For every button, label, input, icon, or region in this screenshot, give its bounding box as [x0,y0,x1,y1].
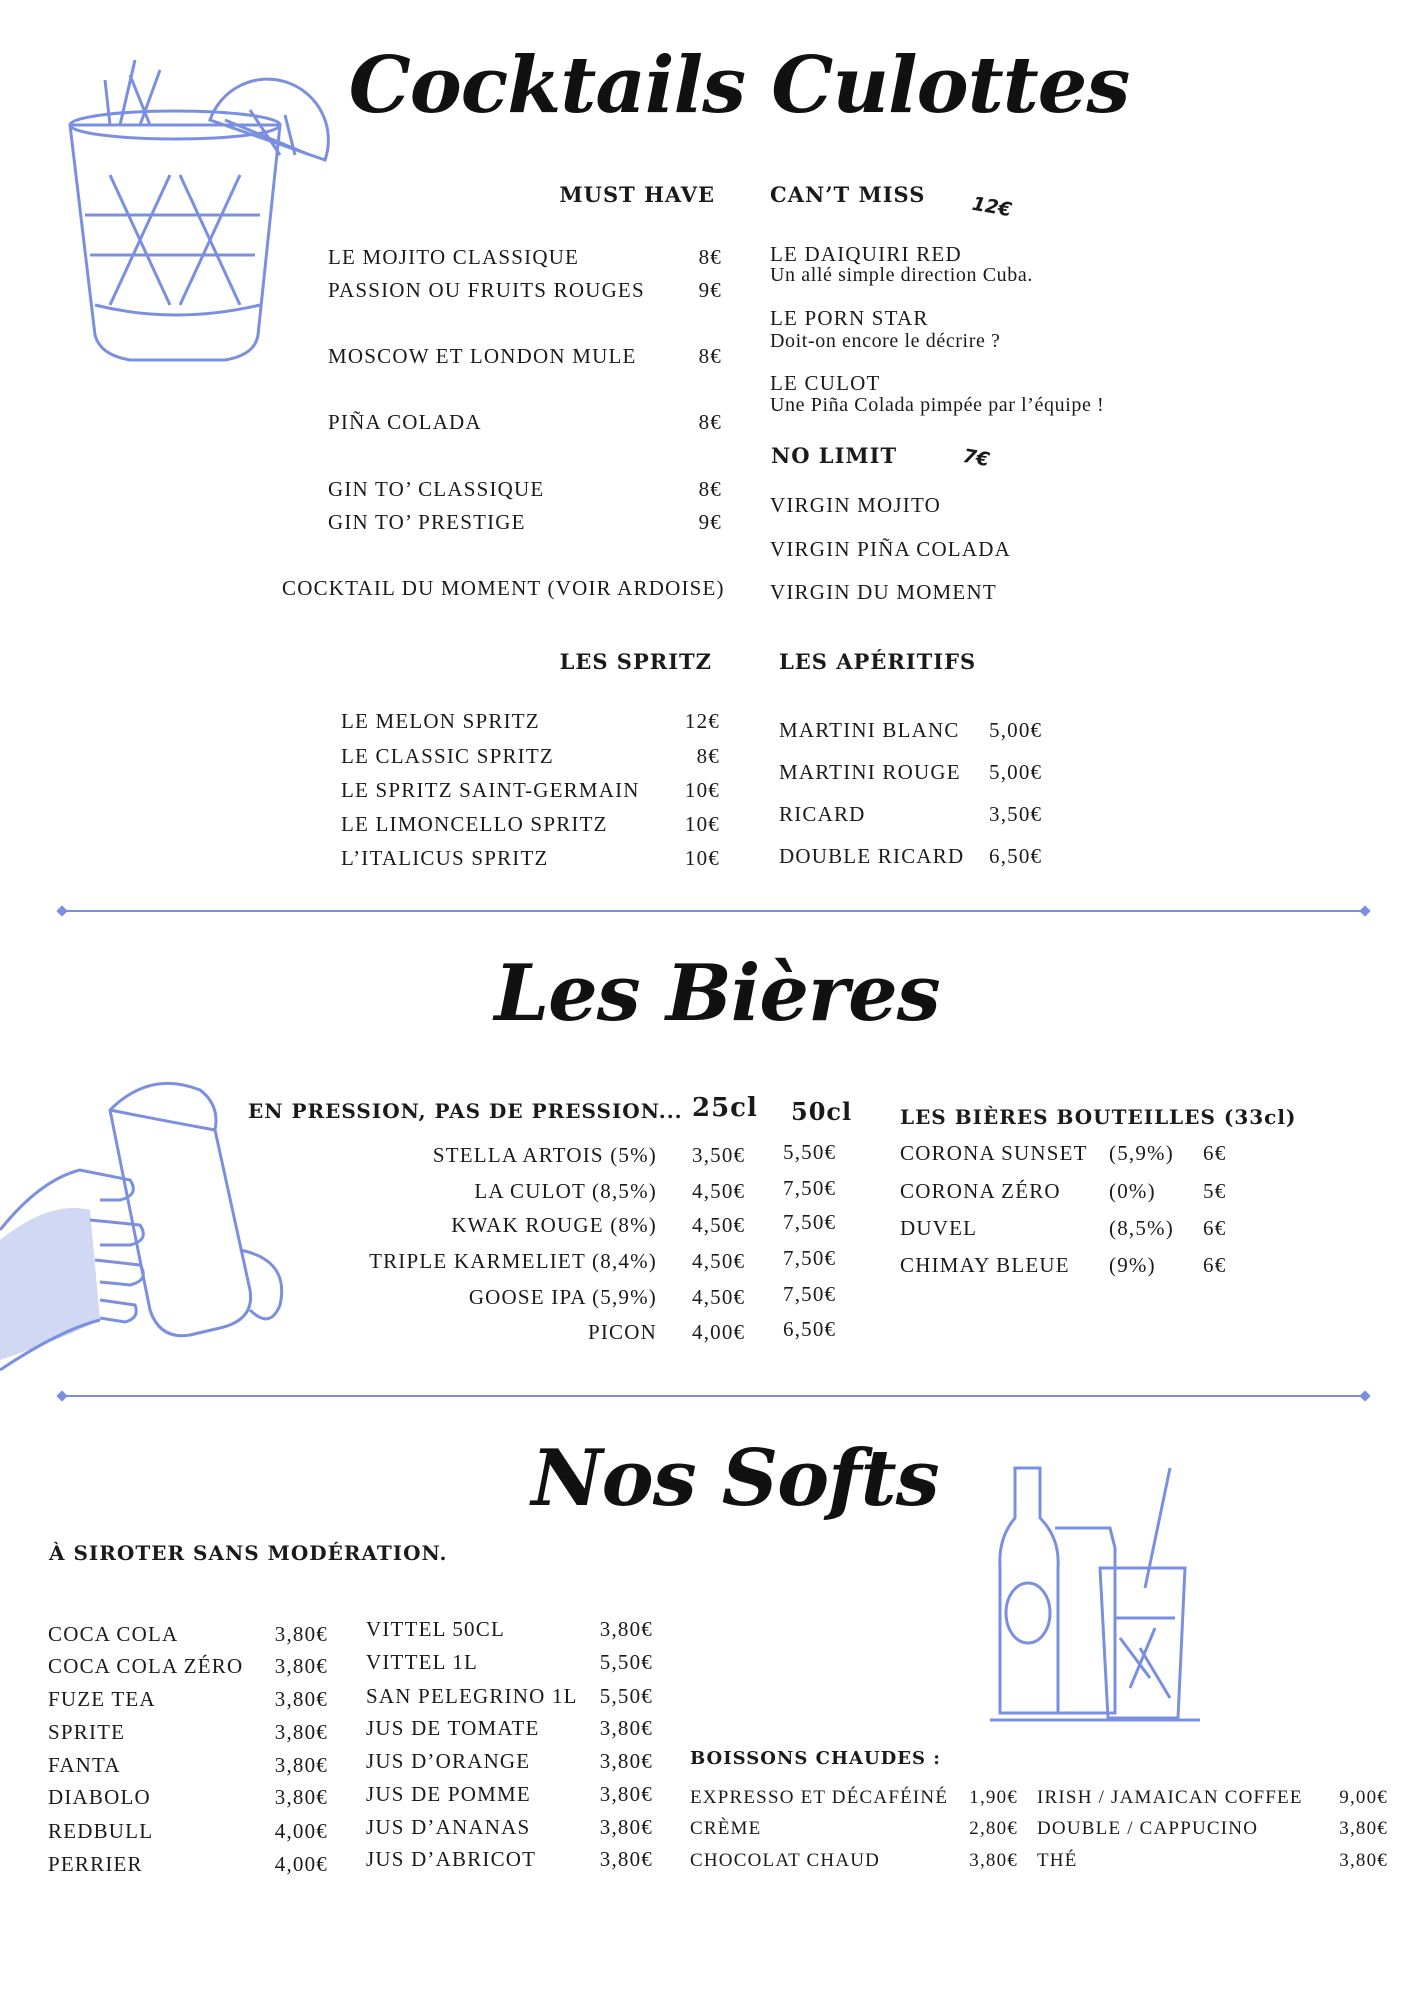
beer-price: 5€ [1203,1179,1227,1203]
cocktail-name: LE DAIQUIRI RED [770,242,962,266]
menu-item-price: 5,00€ [989,718,1043,742]
menu-item-name: FANTA [48,1753,121,1777]
beer-name: PICON [587,1320,657,1344]
no-limit-heading: NO LIMIT [771,443,898,468]
menu-item-price: 2,80€ [969,1818,1018,1839]
menu-item-price: 10€ [684,812,720,836]
cocktail-description: Un allé simple direction Cuba. [770,264,1033,286]
menu-item-price: 4,00€ [274,1819,328,1843]
menu-item-name: LE CLASSIC SPRITZ [341,744,554,768]
menu-item-name: LE SPRITZ SAINT-GERMAIN [341,778,640,802]
cocktail-description: Une Piña Colada pimpée par l’équipe ! [770,394,1105,416]
beer-price-25cl: 3,50€ [692,1143,746,1167]
beer-name: CORONA SUNSET [900,1141,1088,1165]
cant-miss-price: 12€ [970,192,1014,222]
menu-item-price: 1,90€ [969,1787,1018,1808]
menu-item-name: DOUBLE RICARD [779,844,965,868]
menu-item-price: 3,80€ [274,1654,328,1678]
menu-item-name: COCA COLA ZÉRO [48,1654,244,1678]
menu-item-name: IRISH / JAMAICAN COFFEE [1037,1787,1303,1808]
menu-item-price: 5,00€ [989,760,1043,784]
menu-item-price: 9€ [698,510,722,534]
menu-item-name: LE LIMONCELLO SPRITZ [341,812,608,836]
menu-item-price: 8€ [698,344,722,368]
menu-item-name: LE MELON SPRITZ [341,709,540,733]
menu-item-name: PASSION OU FRUITS ROUGES [328,278,645,302]
softs-title: Nos Softs [531,1433,939,1524]
menu-item-name: JUS DE TOMATE [366,1716,540,1740]
beer-price-50cl: 7,50€ [783,1282,837,1306]
beer-abv: (9%) [1109,1253,1156,1277]
menu-item-name: FUZE TEA [48,1687,156,1711]
beer-price: 6€ [1203,1253,1227,1277]
menu-item-price: 3,50€ [989,802,1043,826]
section-divider [62,910,1365,912]
menu-item-price: 8€ [696,744,720,768]
menu-item-name: DIABOLO [48,1785,151,1809]
menu-item-price: 4,00€ [274,1852,328,1876]
beer-price-25cl: 4,50€ [692,1249,746,1273]
must-have-heading: MUST HAVE [559,182,715,207]
beer-price-50cl: 7,50€ [783,1176,837,1200]
menu-item-name: MARTINI BLANC [779,718,960,742]
menu-item-name: LE MOJITO CLASSIQUE [328,245,580,269]
menu-item-price: 3,80€ [599,1847,653,1871]
beer-abv: (5,9%) [1109,1141,1174,1165]
menu-item-name: JUS D’ABRICOT [366,1847,537,1871]
menu-item-name: SAN PELEGRINO 1L [366,1684,578,1708]
menu-item-price: 12€ [684,709,720,733]
cocktail-glass-illustration [50,55,350,370]
menu-item-name: SPRITE [48,1720,126,1744]
cocktails-title: Cocktails Culottes [348,40,1130,131]
beer-name: CHIMAY BLEUE [900,1253,1070,1277]
beer-abv: (0%) [1109,1179,1156,1203]
beer-price-50cl: 7,50€ [783,1246,837,1270]
menu-item-name: COCA COLA [48,1622,179,1646]
menu-item-name: MARTINI ROUGE [779,760,961,784]
menu-item-price: 3,80€ [599,1782,653,1806]
menu-item-name: REDBULL [48,1819,154,1843]
menu-item-price: 3,80€ [274,1622,328,1646]
menu-item-name: JUS D’ANANAS [366,1815,531,1839]
beer-name: STELLA ARTOIS (5%) [432,1143,657,1167]
menu-item-name: GIN TO’ CLASSIQUE [328,477,545,501]
beer-price-25cl: 4,00€ [692,1320,746,1344]
beer-name: KWAK ROUGE (8%) [451,1213,657,1237]
cocktail-name: LE CULOT [770,371,881,395]
menu-item-price: 3,80€ [1339,1818,1388,1839]
soft-drinks-illustration [990,1458,1215,1728]
cant-miss-heading: CAN’T MISS [770,182,926,207]
section-divider [62,1395,1365,1397]
no-limit-price: 7€ [961,444,992,472]
menu-item-name: JUS DE POMME [366,1782,531,1806]
menu-item-name: CRÈME [690,1818,762,1839]
menu-item-name: JUS D’ORANGE [366,1749,531,1773]
beer-price-50cl: 5,50€ [783,1140,837,1164]
menu-item-name: PIÑA COLADA [328,410,482,434]
softs-subtitle: À SIROTER SANS MODÉRATION. [49,1541,448,1565]
beer-price: 6€ [1203,1141,1227,1165]
menu-item-name: THÉ [1037,1850,1078,1871]
menu-item-price: 5,50€ [599,1650,653,1674]
beer-price-25cl: 4,50€ [692,1179,746,1203]
spritz-heading: LES SPRITZ [559,649,712,674]
menu-item-price: 9€ [698,278,722,302]
menu-item-price: 3,80€ [274,1720,328,1744]
menu-item-name: VITTEL 50CL [366,1617,505,1641]
menu-item-price: 3,80€ [599,1815,653,1839]
pression-heading: EN PRESSION, PAS DE PRESSION... [248,1099,683,1123]
beer-name: LA CULOT (8,5%) [474,1179,657,1203]
menu-item-price: 10€ [684,846,720,870]
menu-item-price: 9,00€ [1339,1787,1388,1808]
cocktail-name: LE PORN STAR [770,306,929,330]
beer-price-25cl: 4,50€ [692,1285,746,1309]
menu-item-name: VIRGIN DU MOMENT [770,580,997,604]
menu-item-name: DOUBLE / CAPPUCINO [1037,1818,1259,1839]
menu-item-name: EXPRESSO ET DÉCAFÉINÉ [690,1787,949,1808]
boissons-chaudes-heading: BOISSONS CHAUDES : [690,1748,941,1769]
menu-item-price: 3,80€ [599,1716,653,1740]
menu-item-name: VITTEL 1L [366,1650,479,1674]
menu-item-name: GIN TO’ PRESTIGE [328,510,526,534]
menu-item-price: 3,80€ [274,1753,328,1777]
menu-item-name: PERRIER [48,1852,143,1876]
beer-name: DUVEL [900,1216,978,1240]
beer-price-50cl: 7,50€ [783,1210,837,1234]
menu-item-price: 5,50€ [599,1684,653,1708]
menu-item-name: L’ITALICUS SPRITZ [341,846,549,870]
menu-item-price: 3,80€ [1339,1850,1388,1871]
col-50cl-header: 50cl [791,1097,853,1126]
beer-price-50cl: 6,50€ [783,1317,837,1341]
beer-price-25cl: 4,50€ [692,1213,746,1237]
beer-price: 6€ [1203,1216,1227,1240]
menu-item-price: 3,80€ [599,1749,653,1773]
bieres-title: Les Bières [494,948,940,1039]
beer-abv: (8,5%) [1109,1216,1174,1240]
menu-item-price: 10€ [684,778,720,802]
menu-item-name: COCKTAIL DU MOMENT (VOIR ARDOISE) [282,576,725,600]
menu-item-name: VIRGIN MOJITO [770,493,941,517]
beer-name: CORONA ZÉRO [900,1179,1061,1203]
menu-item-price: 3,80€ [274,1687,328,1711]
menu-item-price: 3,80€ [599,1617,653,1641]
menu-item-price: 3,80€ [274,1785,328,1809]
menu-item-name: MOSCOW ET LONDON MULE [328,344,637,368]
beer-name: TRIPLE KARMELIET (8,4%) [369,1249,657,1273]
menu-item-price: 8€ [698,410,722,434]
menu-item-price: 3,80€ [969,1850,1018,1871]
cocktail-description: Doit-on encore le décrire ? [770,330,1001,352]
menu-item-name: RICARD [779,802,866,826]
menu-item-name: VIRGIN PIÑA COLADA [770,537,1011,561]
menu-item-price: 8€ [698,477,722,501]
beer-name: GOOSE IPA (5,9%) [468,1285,657,1309]
col-25cl-header: 25cl [692,1093,758,1123]
menu-item-price: 6,50€ [989,844,1043,868]
menu-item-price: 8€ [698,245,722,269]
bouteilles-heading: LES BIÈRES BOUTEILLES (33cl) [900,1105,1297,1129]
menu-item-name: CHOCOLAT CHAUD [690,1850,881,1871]
aperitifs-heading: LES APÉRITIFS [779,649,977,674]
